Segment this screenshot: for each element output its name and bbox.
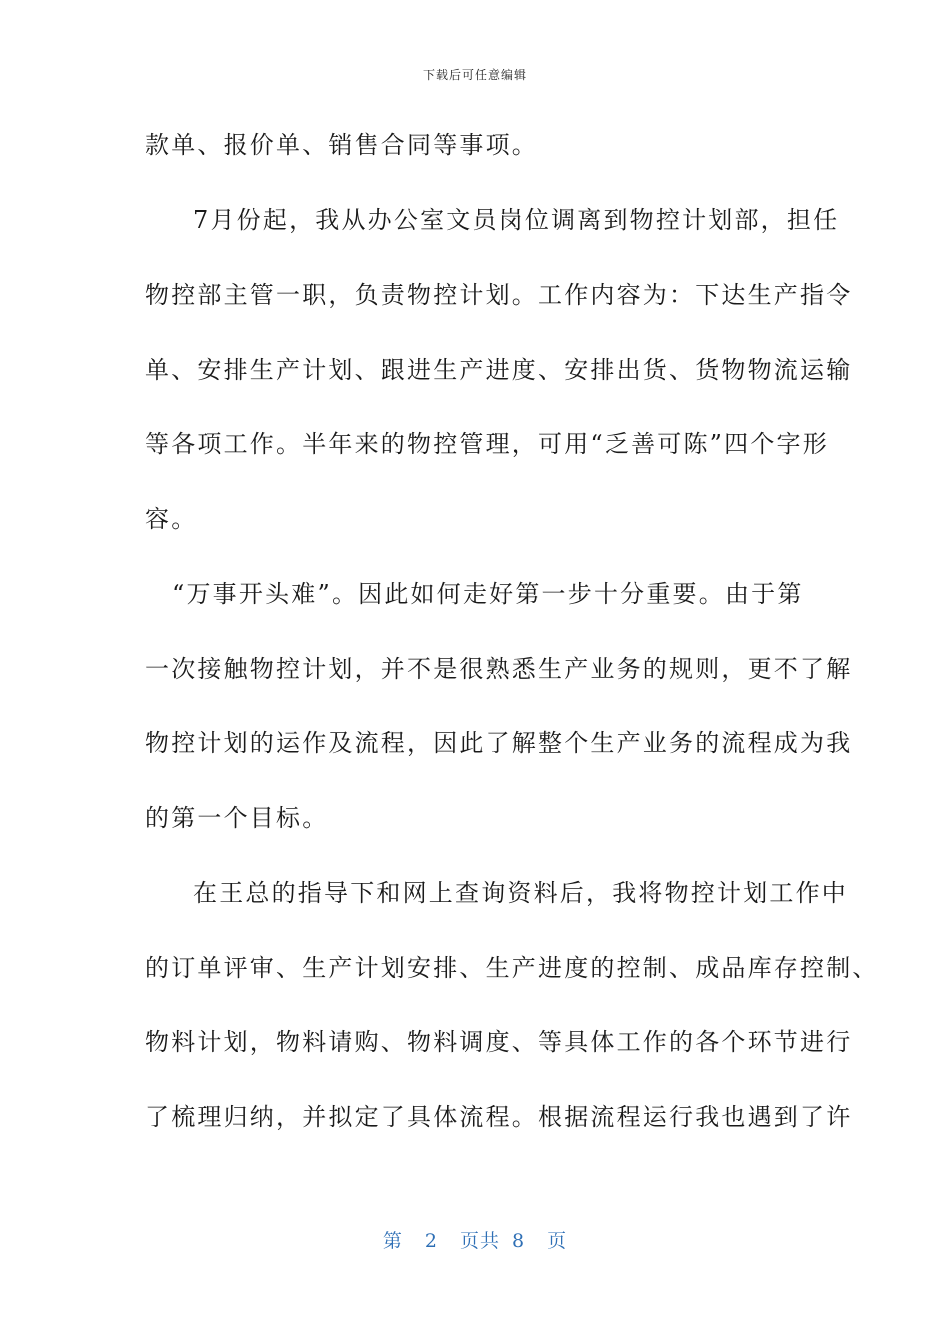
body-line: 等各项工作。半年来的物控管理，可用“乏善可陈”四个字形 <box>145 430 829 458</box>
body-line: 的订单评审、生产计划安排、生产进度的控制、成品库存控制、 <box>145 954 879 982</box>
footer-middle: 页共 <box>459 1230 500 1252</box>
body-line: 了梳理归纳，并拟定了具体流程。根据流程运行我也遇到了许 <box>145 1103 853 1131</box>
total-pages-number: 8 <box>512 1230 526 1252</box>
footer-prefix: 第 <box>382 1230 403 1252</box>
body-line: 物控计划的运作及流程，因此了解整个生产业务的流程成为我 <box>145 729 853 757</box>
body-line: 物控部主管一职，负责物控计划。工作内容为：下达生产指令 <box>145 281 853 309</box>
page-footer <box>0 1226 950 1253</box>
page-header: 下载后可任意编辑 <box>422 68 527 82</box>
body-line: 款单、报价单、销售合同等事项。 <box>145 131 538 159</box>
body-line-paragraph-start: “万事开头难”。因此如何走好第一步十分重要。由于第 <box>172 580 804 608</box>
footer-suffix: 页 <box>547 1230 568 1252</box>
body-line: 容。 <box>145 505 198 533</box>
body-line-paragraph-start: 在王总的指导下和网上查询资料后，我将物控计划工作中 <box>193 879 848 907</box>
body-line: 物料计划，物料请购、物料调度、等具体工作的各个环节进行 <box>145 1028 853 1056</box>
body-line: 的第一个目标。 <box>145 804 329 832</box>
body-line: 一次接触物控计划，并不是很熟悉生产业务的规则，更不了解 <box>145 655 853 683</box>
body-line: 单、安排生产计划、跟进生产进度、安排出货、货物物流运输 <box>145 356 853 384</box>
body-line-paragraph-start: 7月份起，我从办公室文员岗位调离到物控计划部，担任 <box>193 206 840 234</box>
current-page-number: 2 <box>424 1230 438 1252</box>
